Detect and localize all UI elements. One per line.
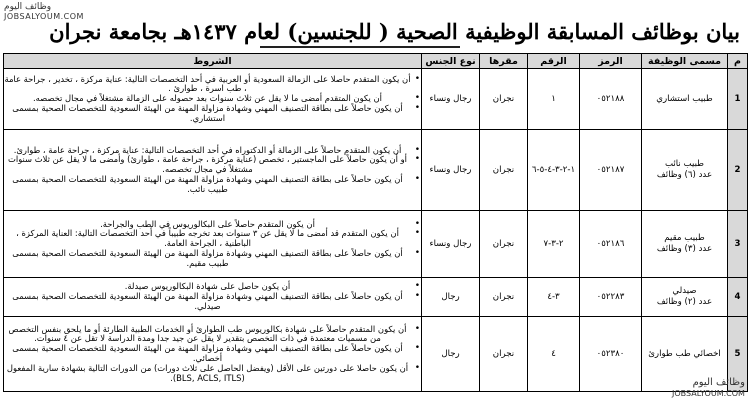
row-code <box>580 278 642 317</box>
table-row <box>4 69 748 130</box>
condition-item: • أو أن يكون حاصلاً على الماجستير ، تخصص (عناية مركزة ، جراحة عامة ، طوارئ) وأمضى ما لا يقل عن ثلاث سنوات مشتغلاً في مجال تخصصه. <box>4 155 411 175</box>
condition-item: • أن يكون حاصلاً على بطاقة التصنيف المهني وشهادة مزاولة المهنة من الهيئة السعودية للتخصصات الصحية بمسمى صيدلي. <box>4 292 411 312</box>
row-location: نجران <box>480 69 528 130</box>
condition-item: • أن يكون المتقدم قد أمضى ما لا يقل عن ٣ سنوات بعد تخرجه طبيباً في أحد التخصصات التالية: العناية المركزة ، الباطنية ، الجراحة العامة. <box>4 229 411 249</box>
header-code: الرمز <box>580 54 642 69</box>
condition-item: • أن يكون المتقدم حاصلاً على شهادة بكالوريوس طب الطوارئ أو الخدمات الطبية الطارئة أو ما يلحق بنفس التخصص من مسميات معتمدة في ذات التخصص بتقدير لا يقل عن جيد جدا ومدة الدراسة لا تقل عن ٤ سنوات. <box>4 325 411 345</box>
watermark-bottom-arabic: وظائف اليوم <box>692 377 745 388</box>
row-code <box>580 130 642 211</box>
row-location: نجران <box>480 317 528 392</box>
row-location: نجران <box>480 130 528 211</box>
jobs-table <box>3 53 748 392</box>
condition-item: • أن يكون حاصلاً على بطاقة التصنيف المهني وشهادة مزاولة المهنة من الهيئة السعودية للتخصصات الصحية بمسمى طبيب نائب. <box>4 175 411 195</box>
job-count-text: عدد (٣) وظائف <box>656 244 713 254</box>
row-index: 1 <box>728 69 748 130</box>
table-row <box>4 278 748 317</box>
row-job-title <box>642 278 728 317</box>
row-code <box>580 211 642 278</box>
job-code: ٠٥٢١٨٦ <box>596 239 625 249</box>
watermark-bottom <box>672 377 745 399</box>
job-code: ٠٥٢١٨٧ <box>596 165 625 175</box>
row-conditions <box>4 317 422 392</box>
row-gender: رجال ونساء <box>422 211 480 278</box>
job-title-text: طبيب نائب <box>664 159 705 169</box>
row-gender: رجال <box>422 317 480 392</box>
header-rank: الرقم <box>528 54 580 69</box>
watermark-bottom-url: JOBSALYOUM.COM <box>672 389 745 398</box>
row-index: 3 <box>728 211 748 278</box>
condition-item: • أن يكون المتقدم حاصلاً على البكالوريوس في الطب والجراحة. <box>4 220 411 230</box>
table-header-row <box>4 54 748 69</box>
condition-item: • أن يكون المتقدم حاصلاً على الزمالة أو الدكتوراه في أحد التخصصات التالية: عناية مركزة ، جراحة عامة ، طوارئ. <box>4 146 411 156</box>
job-title-text: طبيب مقيم <box>664 233 705 243</box>
table-row <box>4 211 748 278</box>
conditions-list <box>4 146 421 195</box>
row-conditions <box>4 211 422 278</box>
row-gender: رجال <box>422 278 480 317</box>
table-row <box>4 317 748 392</box>
conditions-list <box>4 325 421 384</box>
job-count-text: عدد (٦) وظائف <box>656 170 713 180</box>
condition-item: • أن يكون المتقدم أمضى ما لا يقل عن ثلاث سنوات بعد حصوله على الزمالة مشتغلاً في مجال تخصصه. <box>4 94 411 104</box>
condition-item: • أن يكون حاصلاً على بطاقة التصنيف المهني وشهادة مزاولة المهنة من الهيئة السعودية للتخصصات الصحية بمسمى أخصائي. <box>4 344 411 364</box>
row-code <box>580 69 642 130</box>
title-underline <box>260 46 460 48</box>
watermark-top-url: JOBSALYOUM.COM <box>4 12 84 21</box>
conditions-list <box>4 75 421 124</box>
job-code: ٠٥٢٢٨٣ <box>596 292 625 302</box>
row-rank: ٢-٣-٧ <box>528 211 580 278</box>
condition-item: • أن يكون المتقدم حاصلا على الزمالة السعودية أو العربية في أحد التخصصات التالية: عناية مركزة ، تخدير ، جراحة عامة ، طب اسرة ، طوارئ . <box>4 75 411 95</box>
header-job-title: مسمى الوظيفة <box>642 54 728 69</box>
row-location: نجران <box>480 278 528 317</box>
conditions-list <box>4 282 421 311</box>
row-gender: رجال ونساء <box>422 69 480 130</box>
row-rank: ٤ <box>528 317 580 392</box>
page-title: بيان بوظائف المسابقة الوظيفية الصحية ( للجنسين) لعام ١٤٣٧هـ بجامعة نجران <box>49 19 740 44</box>
table-row <box>4 130 748 211</box>
row-index: 5 <box>728 317 748 392</box>
header-gender: نوع الجنس <box>422 54 480 69</box>
watermark-top-arabic: وظائف اليوم <box>4 2 52 12</box>
job-title-text: اخصائي طب طوارئ <box>648 348 721 359</box>
row-gender: رجال ونساء <box>422 130 480 211</box>
row-location: نجران <box>480 211 528 278</box>
condition-item: • أن يكون حاصلاً على بطاقة التصنيف المهني وشهادة مزاولة المهنة من الهيئة السعودية للتخصصات الصحية بمسمى استشاري. <box>4 104 411 124</box>
row-code <box>580 317 642 392</box>
job-code: ٠٥٢١٨٨ <box>596 94 625 104</box>
row-conditions <box>4 130 422 211</box>
job-title-text: طبيب استشاري <box>656 93 713 104</box>
job-count-text: عدد (٢) وظائف <box>656 297 713 307</box>
conditions-list <box>4 220 421 269</box>
condition-item: • أن يكون حاصلا على دورتين على الأقل (ويفضل الحاصل على ثلاث دورات) من الدورات التالية بشهادة سارية المفعول (BLS, ACLS, ITLS). <box>4 364 411 384</box>
row-job-title <box>642 130 728 211</box>
row-conditions <box>4 69 422 130</box>
header-location: مقرها <box>480 54 528 69</box>
header-conditions: الشروط <box>4 54 422 69</box>
row-rank: ١-٢-٣-٤-٥-٦ <box>528 130 580 211</box>
row-rank: ١ <box>528 69 580 130</box>
row-rank: ٣-٤ <box>528 278 580 317</box>
row-job-title <box>642 211 728 278</box>
row-index: 4 <box>728 278 748 317</box>
row-job-title <box>642 69 728 130</box>
condition-item: • أن يكون حاصلاً على بطاقة التصنيف المهني وشهادة مزاولة المهنة من الهيئة السعودية للتخصصات الصحية بمسمى طبيب مقيم. <box>4 249 411 269</box>
condition-item: • أن يكون حاصل على شهادة البكالوريوس صيدلة. <box>4 282 411 292</box>
job-code: ٠٥٢٣٨٠ <box>596 349 625 359</box>
job-title-text: صيدلي <box>672 286 697 296</box>
header-index: م <box>728 54 748 69</box>
row-index: 2 <box>728 130 748 211</box>
row-conditions <box>4 278 422 317</box>
